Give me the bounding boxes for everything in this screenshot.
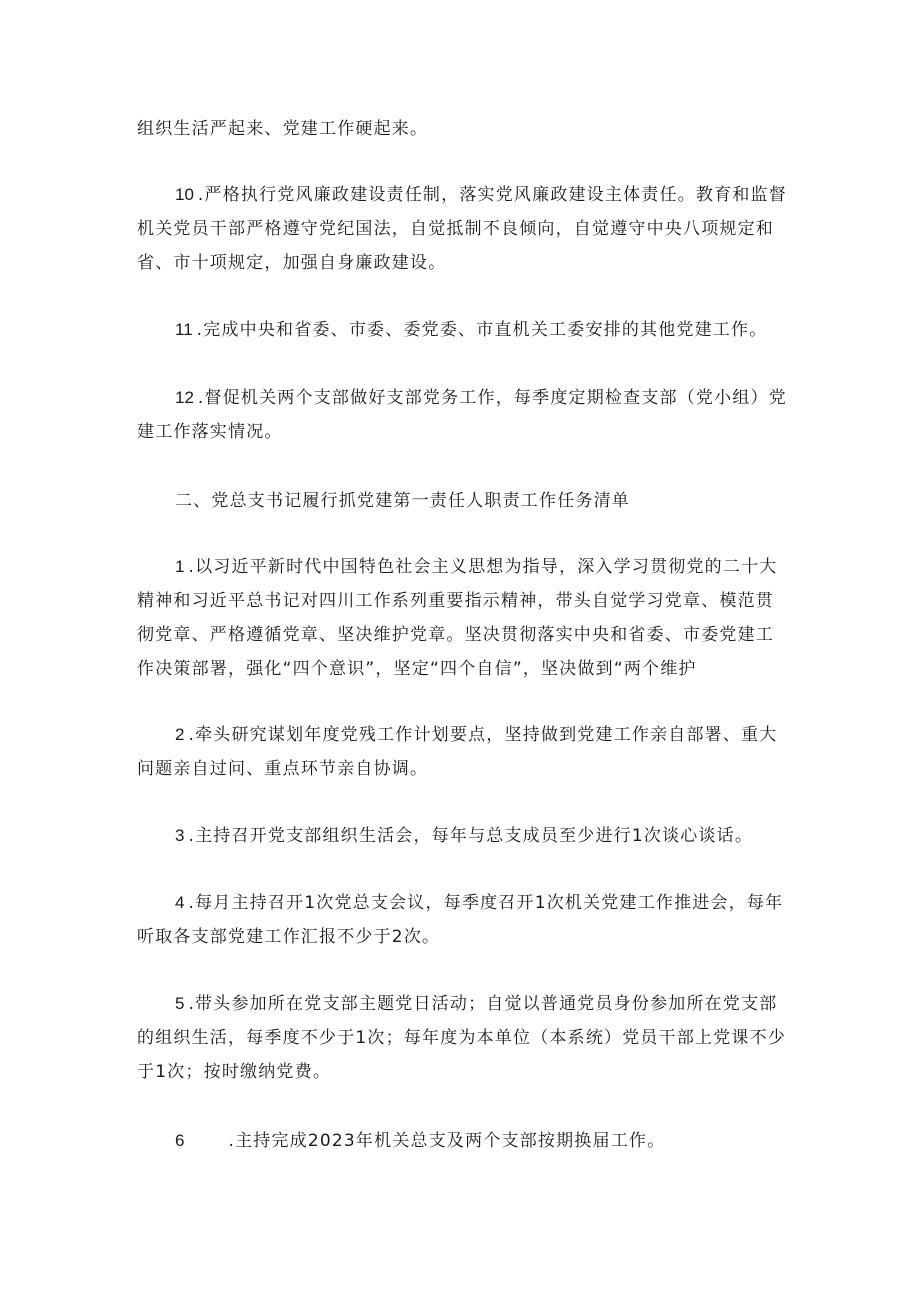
item-number: 3 <box>175 826 185 845</box>
paragraph-text: .牵头研究谋划年度党残工作计划要点，坚持做到党建工作亲自部署、重大问题亲自过问、重点环节亲自协调。 <box>137 725 778 779</box>
item-number: 5 <box>175 994 185 1013</box>
paragraph-item-11 <box>137 313 789 347</box>
paragraph-text: .带头参加所在党支部主题党日活动；自觉以普通党员身份参加所在党支部的组织生活，每季度不少于1次；每年度为本单位（本系统）党员干部上党课不少于1次；按时缴纳党费。 <box>137 994 787 1082</box>
paragraph-item-5 <box>137 987 789 1089</box>
item-number: 2 <box>175 725 185 744</box>
paragraph-item-1 <box>137 550 789 686</box>
paragraph-text: .督促机关两个支部做好支部党务工作，每季度定期检查支部（党小组）党建工作落实情况。 <box>137 388 787 442</box>
paragraph-text: .主持完成2023年机关总支及两个支部按期换届工作。 <box>228 1131 666 1151</box>
item-number: 4 <box>175 893 185 912</box>
paragraph-item-12 <box>137 381 789 449</box>
paragraph-item-2 <box>137 718 789 786</box>
item-number: 10 <box>175 185 194 204</box>
paragraph-continuation <box>137 112 789 146</box>
item-number: 12 <box>175 388 194 407</box>
section-heading-text: 二、党总支书记履行抓党建第一责任人职责工作任务清单 <box>175 491 630 511</box>
paragraph-text: .主持召开党支部组织生活会，每年与总支成员至少进行1次谈心谈话。 <box>188 826 754 846</box>
paragraph-text: 组织生活严起来、党建工作硬起来。 <box>137 119 429 139</box>
paragraph-item-6 <box>137 1124 789 1158</box>
paragraph-item-4 <box>137 886 789 954</box>
item-number: 1 <box>175 557 185 576</box>
paragraph-item-3 <box>137 819 789 853</box>
item-number: 11 <box>175 320 193 339</box>
item-number: 6 <box>175 1131 185 1150</box>
paragraph-text: .以习近平新时代中国特色社会主义思想为指导，深入学习贯彻党的二十大精神和习近平总书记对四川工作系列重要指示精神，带头自觉学习党章、模范贯彻党章、严格遵循党章、坚决维护党章。坚决贯彻落实中央和省委、市委党建工作决策部署，强化“四个意识”，坚定“四个自信”，坚决做到“两个维护 <box>137 557 778 679</box>
paragraph-text: .严格执行党风廉政建设责任制，落实党风廉政建设主体责任。教育和监督机关党员干部严格遵守党纪国法，自觉抵制不良倾向，自觉遵守中央八项规定和省、市十项规定，加强自身廉政建设。 <box>137 185 787 273</box>
paragraph-text: .完成中央和省委、市委、委党委、市直机关工委安排的其他党建工作。 <box>196 320 768 340</box>
section-heading <box>137 484 789 518</box>
paragraph-text: .每月主持召开1次党总支会议，每季度召开1次机关党建工作推进会，每年听取各支部党建工作汇报不少于2次。 <box>137 893 784 947</box>
paragraph-item-10 <box>137 178 789 280</box>
